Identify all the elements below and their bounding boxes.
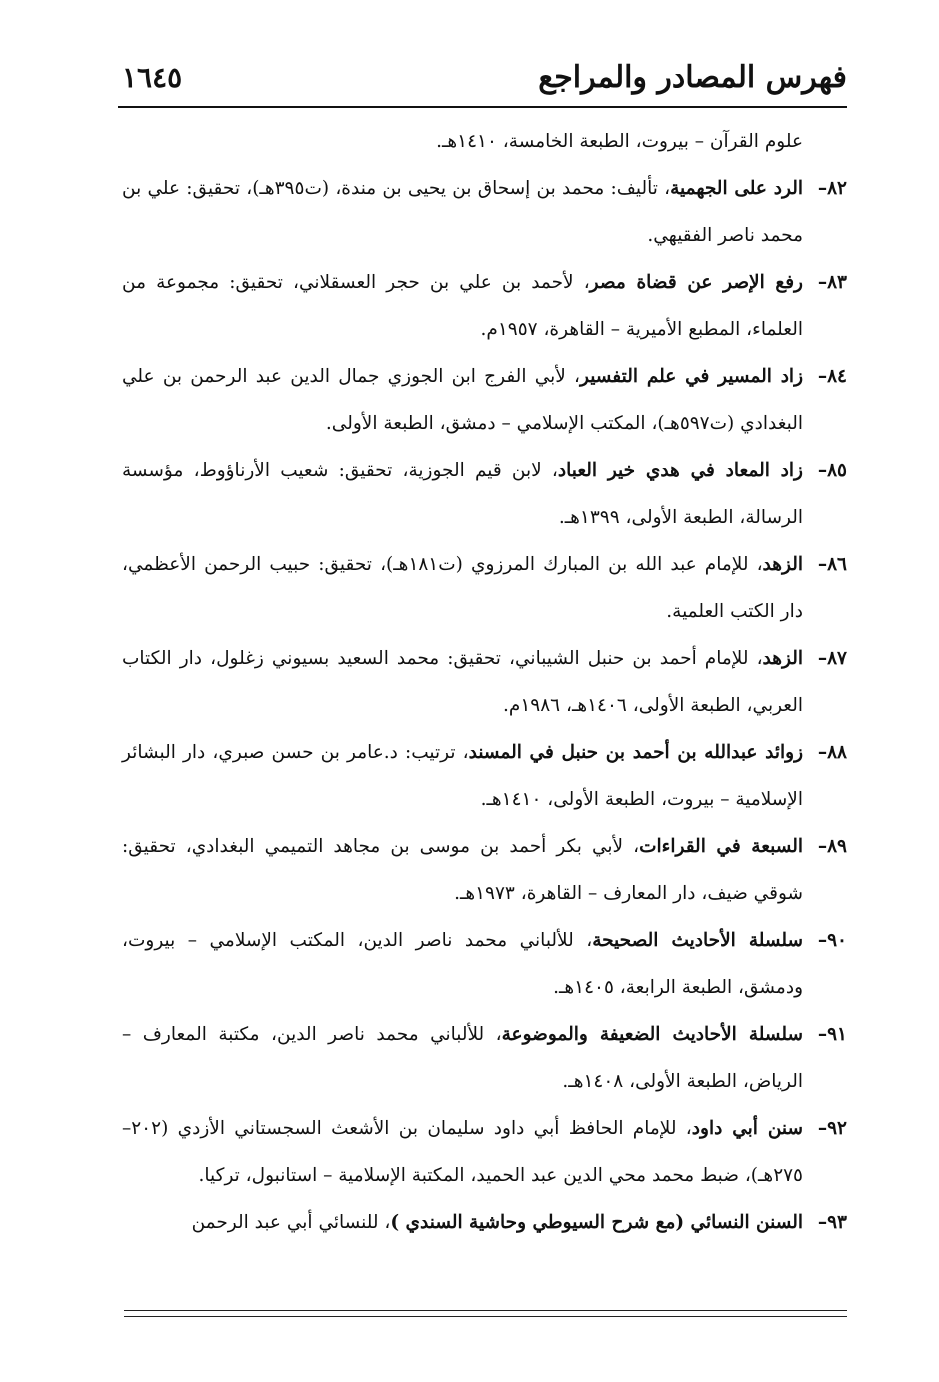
page-header — [118, 58, 847, 102]
entry-title: سلسلة الأحاديث الصحيحة — [592, 930, 803, 951]
entry-title: زاد المعاد في هدي خير العباد — [557, 460, 803, 481]
bibliography-entry — [122, 541, 847, 635]
bibliography-entry — [122, 165, 847, 259]
entry-number: ٩٠– — [817, 930, 847, 951]
entry-details: ، للإمام عبد الله بن المبارك المرزوي (ت١٨١هـ)، تحقيق: حبيب الرحمن الأعظمي، دار الكتب العلمية. — [122, 554, 803, 622]
entry-details: ، لأبي الفرج ابن الجوزي جمال الدين عبد الرحمن بن علي البغدادي (ت٥٩٧هـ)، المكتب الإسلامي – دمشق، الطبعة الأولى. — [122, 366, 803, 434]
entry-details: ، لأحمد بن علي بن حجر العسقلاني، تحقيق: مجموعة من العلماء، المطبع الأميرية – القاهرة، ١٩٥٧م. — [122, 272, 803, 340]
entry-title: سلسلة الأحاديث الضعيفة والموضوعة — [501, 1024, 803, 1045]
entry-number: ٩١– — [817, 1024, 847, 1045]
entry-details: ، لابن قيم الجوزية، تحقيق: شعيب الأرناؤوط، مؤسسة الرسالة، الطبعة الأولى، ١٣٩٩هـ. — [122, 460, 803, 528]
page-number: ١٦٤٥ — [122, 61, 183, 94]
entry-details: ، تأليف: محمد بن إسحاق بن يحيى بن مندة، (ت٣٩٥هـ)، تحقيق: علي بن محمد ناصر الفقيهي. — [122, 178, 803, 246]
entry-title: الزهد — [762, 648, 803, 669]
entry-number: ٩٣– — [817, 1212, 847, 1233]
bibliography-entry — [122, 1011, 847, 1105]
entry-title: السبعة في القراءات — [639, 836, 803, 857]
header-divider — [118, 106, 847, 108]
entry-number: ٨٦– — [817, 554, 847, 575]
entry-details: ، للنسائي أبي عبد الرحمن — [191, 1212, 391, 1233]
entry-details: ، للإمام الحافظ أبي داود سليمان بن الأشعث السجستاني الأزدي (٢٠٢–٢٧٥هـ)، ضبط محمد محي الدين عبد الحميد، المكتبة الإسلامية – استانبول، تركيا. — [122, 1118, 803, 1186]
bibliography-entry — [122, 1105, 847, 1199]
footer-divider-top — [124, 1310, 847, 1311]
entry-title: السنن النسائي (مع شرح السيوطي وحاشية السندي ) — [390, 1212, 803, 1233]
entry-number: ٨٤– — [817, 366, 847, 387]
header-title: فهرس المصادر والمراجع — [538, 60, 847, 95]
bibliography-entry — [122, 447, 847, 541]
entry-title: الزهد — [762, 554, 803, 575]
entry-details: ، للألباني محمد ناصر الدين، المكتب الإسلامي – بيروت، ودمشق، الطبعة الرابعة، ١٤٠٥هـ. — [122, 930, 803, 998]
bibliography-list — [122, 118, 847, 1246]
entry-number: ٨٣– — [817, 272, 847, 293]
bibliography-entry — [122, 823, 847, 917]
bibliography-entry — [122, 729, 847, 823]
entry-number: ٨٧– — [817, 648, 847, 669]
entry-details: ، للإمام أحمد بن حنبل الشيباني، تحقيق: محمد السعيد بسيوني زغلول، دار الكتاب العربي، الطبعة الأولى، ١٤٠٦هـ، ١٩٨٦م. — [122, 648, 803, 716]
footer-divider-bottom — [124, 1316, 847, 1317]
entry-number: ٨٩– — [817, 836, 847, 857]
entry-title: الرد على الجهمية — [670, 178, 804, 199]
continued-entry-text: علوم القرآن – بيروت، الطبعة الخامسة، ١٤١٠هـ. — [436, 131, 803, 152]
entry-number: ٩٢– — [817, 1118, 847, 1139]
bibliography-entry — [122, 259, 847, 353]
entry-details: ، ترتيب: د.عامر بن حسن صبري، دار البشائر الإسلامية – بيروت، الطبعة الأولى، ١٤١٠هـ. — [122, 742, 803, 810]
bibliography-entry — [122, 635, 847, 729]
entry-details: ، لأبي بكر أحمد بن موسى بن مجاهد التميمي البغدادي، تحقيق: شوقي ضيف، دار المعارف – القاهرة، ١٩٧٣هـ. — [122, 836, 803, 904]
entry-number: ٨٢– — [817, 178, 847, 199]
entry-title: رفع الإصر عن قضاة مصر — [589, 272, 803, 293]
bibliography-entry — [122, 917, 847, 1011]
bibliography-entry — [122, 1199, 847, 1246]
entry-title: زاد المسير في علم التفسير — [580, 366, 804, 387]
entry-details: ، للألباني محمد ناصر الدين، مكتبة المعارف – الرياض، الطبعة الأولى، ١٤٠٨هـ. — [122, 1024, 803, 1092]
entry-title: زوائد عبدالله بن أحمد بن حنبل في المسند — [468, 742, 803, 763]
bibliography-entry — [122, 353, 847, 447]
entry-number: ٨٥– — [817, 460, 847, 481]
entry-number: ٨٨– — [817, 742, 847, 763]
entry-title: سنن أبي داود — [691, 1118, 803, 1139]
